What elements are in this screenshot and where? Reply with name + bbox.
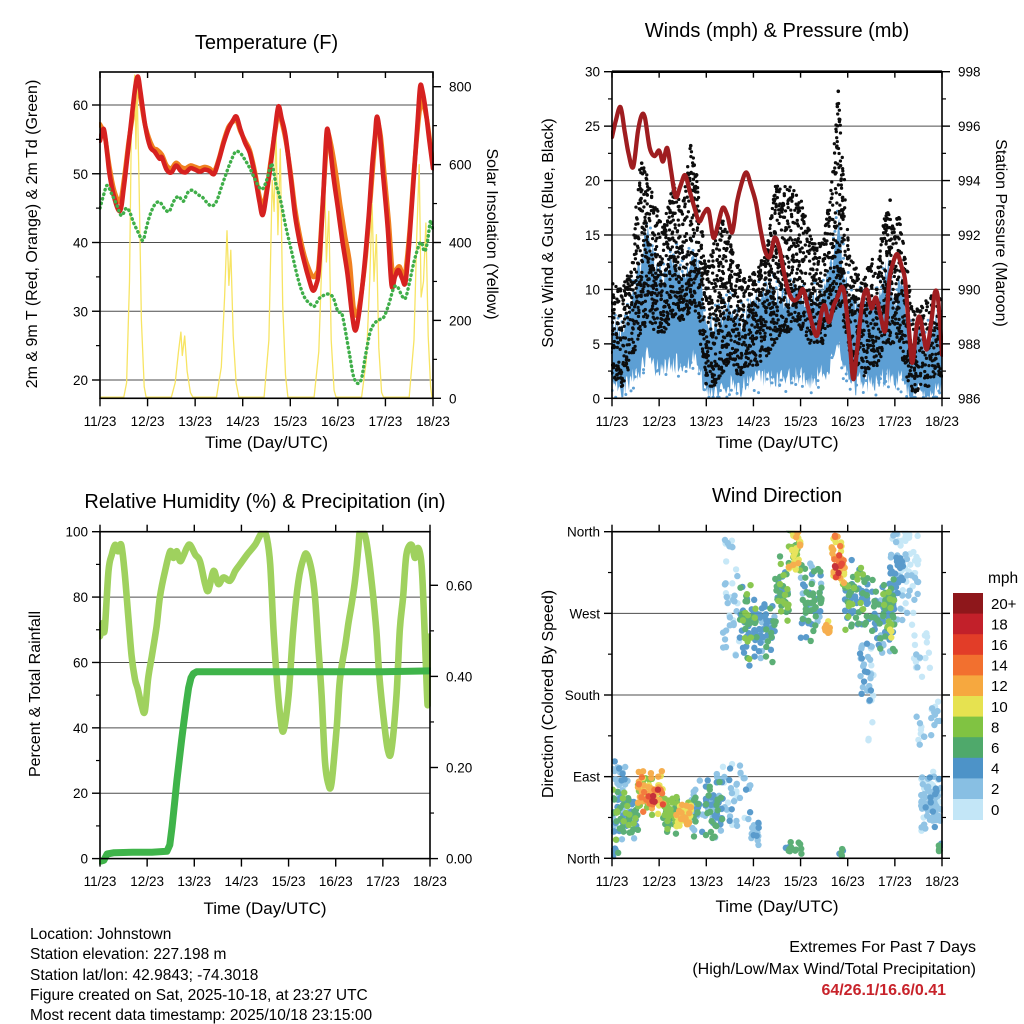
extremes-heading: Extremes For Past 7 Days [789, 939, 976, 956]
svg-text:0.20: 0.20 [446, 760, 473, 776]
svg-text:12/23: 12/23 [642, 414, 677, 429]
temperature-x-axis-label: Time (Day/UTC) [204, 433, 329, 452]
svg-text:17/23: 17/23 [365, 874, 400, 889]
svg-text:17/23: 17/23 [877, 414, 912, 429]
temperature-y-axis-label: 2m & 9m T (Red, Orange) & 2m Td (Green) [24, 79, 41, 389]
svg-text:14/23: 14/23 [224, 874, 259, 889]
svg-text:990: 990 [958, 282, 981, 298]
svg-text:10: 10 [991, 698, 1008, 716]
svg-text:986: 986 [958, 391, 981, 407]
svg-text:40: 40 [72, 235, 88, 251]
footer-created: Figure created on Sat, 2025-10-18, at 23:27 UTC [30, 986, 368, 1004]
svg-text:998: 998 [958, 64, 981, 80]
svg-text:15/23: 15/23 [273, 414, 308, 429]
svg-text:5: 5 [592, 336, 600, 352]
station-info-footer [30, 925, 372, 1024]
svg-text:16/23: 16/23 [830, 414, 865, 429]
wind-direction-x-axis-label: Time (Day/UTC) [715, 897, 839, 916]
svg-text:0: 0 [991, 801, 1000, 819]
svg-text:6: 6 [991, 740, 1000, 757]
insolation-y-axis-label: Solar Insolation (Yellow) [483, 148, 500, 320]
humidity-precip-chart-title: Relative Humidity (%) & Precipitation (in) [84, 491, 446, 513]
svg-text:600: 600 [449, 157, 472, 173]
svg-text:25: 25 [584, 119, 600, 135]
footer-elevation: Station elevation: 227.198 m [30, 946, 227, 964]
svg-text:18/23: 18/23 [416, 414, 450, 429]
winds-pressure-chart-title: Winds (mph) & Pressure (mb) [644, 20, 910, 42]
temperature-chart-title: Temperature (F) [194, 32, 339, 54]
percent-rainfall-y-axis-label: Percent & Total Rainfall [27, 611, 44, 778]
svg-text:13/23: 13/23 [178, 414, 213, 429]
svg-text:988: 988 [958, 336, 981, 352]
svg-text:11/23: 11/23 [83, 874, 117, 889]
svg-text:10: 10 [584, 282, 600, 298]
svg-text:11/23: 11/23 [595, 414, 629, 429]
svg-text:992: 992 [958, 228, 981, 243]
svg-text:4: 4 [991, 760, 1000, 778]
svg-text:20: 20 [584, 173, 600, 189]
svg-text:17/23: 17/23 [368, 414, 403, 429]
svg-text:0.40: 0.40 [446, 669, 473, 685]
svg-text:14: 14 [991, 657, 1008, 675]
svg-text:12/23: 12/23 [642, 874, 677, 889]
svg-text:North: North [566, 851, 600, 867]
footer-latlon: Station lat/lon: 42.9843; -74.3018 [30, 966, 259, 984]
svg-text:15/23: 15/23 [271, 874, 306, 889]
svg-text:14/23: 14/23 [225, 414, 260, 429]
svg-text:15/23: 15/23 [783, 874, 818, 889]
svg-text:0: 0 [592, 391, 600, 407]
svg-text:17/23: 17/23 [877, 874, 912, 889]
svg-text:100: 100 [65, 524, 88, 540]
svg-text:60: 60 [72, 655, 88, 671]
wind-gust-y-axis-label: Sonic Wind & Gust (Blue, Black) [540, 118, 557, 348]
svg-text:14/23: 14/23 [736, 874, 771, 889]
extremes-subheading: (High/Low/Max Wind/Total Precipitation) [692, 960, 976, 978]
svg-text:0.00: 0.00 [446, 851, 473, 867]
svg-text:50: 50 [72, 166, 88, 182]
svg-text:13/23: 13/23 [689, 414, 724, 429]
svg-text:16/23: 16/23 [318, 874, 353, 889]
svg-text:14/23: 14/23 [736, 414, 771, 429]
footer-timestamp: Most recent data timestamp: 2025/10/18 23:15:00 [30, 1007, 373, 1024]
svg-text:18/23: 18/23 [925, 414, 959, 429]
svg-text:15/23: 15/23 [783, 414, 818, 429]
svg-text:South: South [564, 688, 600, 703]
svg-text:12: 12 [991, 678, 1008, 696]
svg-text:30: 30 [72, 304, 88, 320]
svg-text:16/23: 16/23 [830, 874, 865, 889]
humidity-x-axis-label: Time (Day/UTC) [203, 899, 327, 918]
svg-text:0: 0 [449, 391, 457, 407]
extremes-values: 64/26.1/16.6/0.41 [821, 982, 946, 999]
svg-text:East: East [572, 769, 600, 785]
svg-text:20: 20 [72, 786, 88, 802]
svg-text:60: 60 [72, 98, 88, 113]
svg-text:200: 200 [449, 313, 472, 329]
svg-text:12/23: 12/23 [130, 414, 165, 429]
svg-text:15: 15 [584, 228, 600, 243]
svg-text:16: 16 [991, 637, 1008, 654]
svg-text:40: 40 [72, 720, 88, 736]
winds-x-axis-label: Time (Day/UTC) [715, 433, 839, 452]
colorbar-title: mph [988, 570, 1019, 587]
footer-location: Location: Johnstown [30, 926, 172, 943]
svg-text:North: North [566, 524, 600, 540]
svg-text:800: 800 [449, 79, 472, 95]
svg-text:0.60: 0.60 [446, 578, 473, 594]
direction-y-axis-label: Direction (Colored By Speed) [540, 589, 557, 799]
svg-text:12/23: 12/23 [130, 874, 165, 889]
svg-text:13/23: 13/23 [177, 874, 212, 889]
svg-text:2: 2 [991, 781, 1000, 799]
svg-text:400: 400 [449, 235, 472, 251]
pressure-y-axis-label: Station Pressure (Maroon) [992, 139, 1009, 327]
svg-text:994: 994 [958, 173, 981, 189]
svg-text:11/23: 11/23 [595, 874, 629, 889]
svg-text:80: 80 [72, 590, 88, 606]
svg-text:20+: 20+ [991, 595, 1017, 613]
svg-text:18/23: 18/23 [413, 874, 447, 889]
svg-text:20: 20 [72, 373, 88, 388]
svg-text:30: 30 [584, 64, 600, 80]
svg-text:16/23: 16/23 [320, 414, 355, 429]
svg-text:996: 996 [958, 119, 981, 135]
svg-text:8: 8 [991, 719, 1000, 737]
svg-text:0: 0 [80, 851, 88, 867]
svg-text:11/23: 11/23 [83, 414, 117, 429]
svg-text:West: West [569, 606, 600, 622]
svg-text:13/23: 13/23 [689, 874, 724, 889]
wind-direction-chart-title: Wind Direction [711, 485, 843, 507]
svg-text:18: 18 [991, 616, 1008, 634]
svg-text:18/23: 18/23 [925, 874, 959, 889]
extremes-summary [692, 937, 976, 1002]
